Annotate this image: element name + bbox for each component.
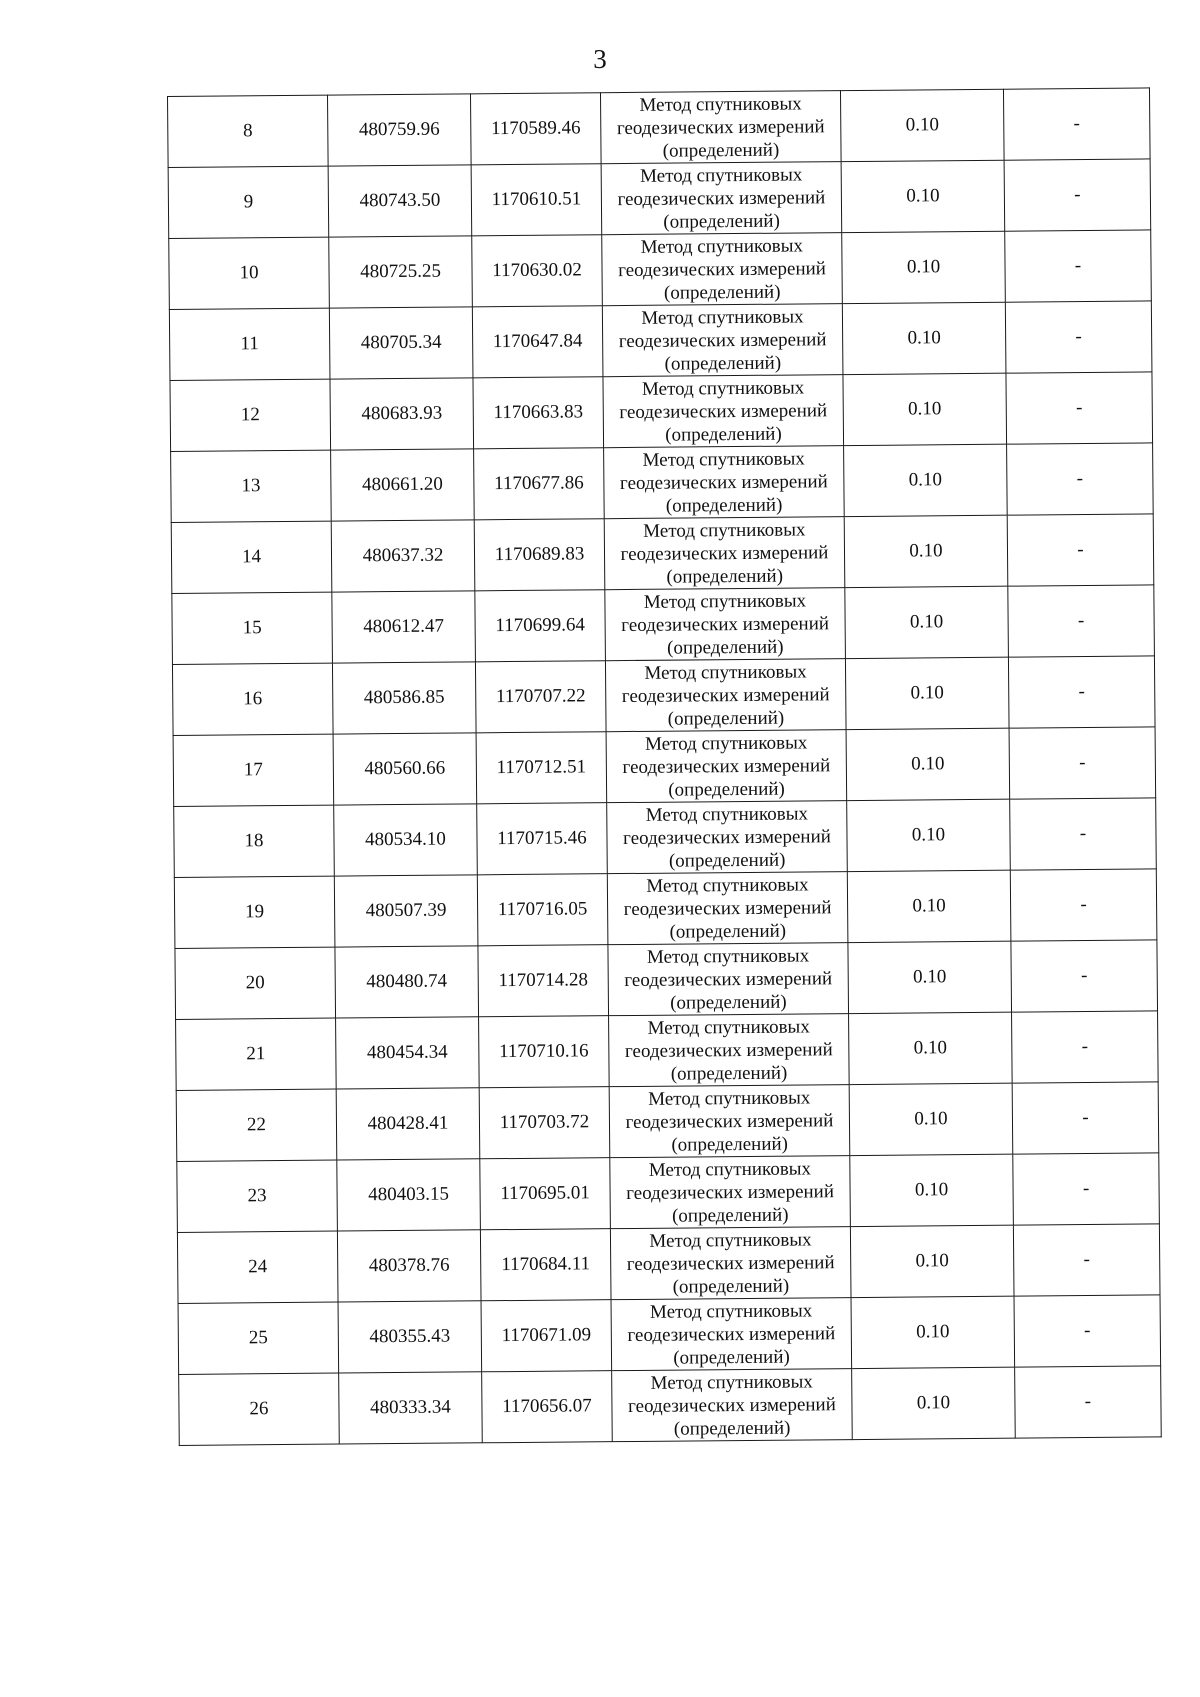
description-cell: -: [1008, 585, 1155, 657]
point-number-cell: 16: [172, 663, 333, 735]
description-cell: -: [1013, 1153, 1160, 1225]
coordinate-y-cell: 1170647.84: [472, 306, 603, 378]
point-number-cell: 24: [177, 1231, 338, 1303]
method-text-line: геодезических измерений: [623, 896, 832, 920]
method-text-line: Метод спутниковых: [639, 92, 802, 116]
method-cell: [610, 1156, 851, 1229]
coordinate-y-cell: 1170677.86: [474, 448, 605, 520]
accuracy-cell: 0.10: [852, 1367, 1016, 1439]
coordinate-y-cell: 1170689.83: [474, 519, 605, 591]
method-cell: [609, 1014, 850, 1087]
point-number-cell: 13: [171, 450, 332, 522]
description-cell: -: [1007, 514, 1154, 586]
method-text-line: геодезических измерений: [622, 754, 831, 778]
coordinate-x-cell: 480683.93: [330, 378, 474, 450]
point-number-cell: 21: [176, 1018, 337, 1090]
coordinate-x-cell: 480454.34: [336, 1017, 480, 1089]
coordinate-y-cell: 1170699.64: [475, 590, 606, 662]
method-text-line: геодезических измерений: [619, 399, 828, 423]
method-text-line: (определений): [670, 1062, 788, 1085]
method-text-line: Метод спутниковых: [639, 163, 803, 187]
method-cell: [602, 304, 843, 377]
point-number-cell: 8: [168, 95, 329, 167]
accuracy-cell: 0.10: [846, 728, 1010, 800]
description-cell: -: [1004, 159, 1151, 231]
method-text-line: (определений): [664, 352, 782, 375]
method-text-line: геодезических измерений: [624, 1038, 833, 1062]
description-cell: -: [1006, 372, 1153, 444]
coordinate-x-cell: 480355.43: [338, 1301, 482, 1373]
coordinate-x-cell: 480378.76: [337, 1230, 481, 1302]
point-number-cell: 23: [177, 1160, 338, 1232]
coordinate-y-cell: 1170714.28: [478, 945, 609, 1017]
description-cell: -: [1007, 443, 1154, 515]
method-text-line: геодезических измерений: [626, 1180, 835, 1204]
table-row: [177, 1224, 1160, 1304]
method-text-line: геодезических измерений: [627, 1393, 836, 1417]
coordinate-x-cell: 480612.47: [332, 591, 476, 663]
coordinate-x-cell: 480428.41: [336, 1088, 480, 1160]
method-cell: [609, 1085, 850, 1158]
coordinate-y-cell: 1170589.46: [470, 93, 601, 165]
accuracy-cell: 0.10: [849, 1083, 1013, 1155]
method-text-line: геодезических измерений: [618, 328, 827, 352]
description-cell: -: [1014, 1295, 1161, 1367]
point-number-cell: 15: [172, 592, 333, 664]
method-text-line: Метод спутниковых: [649, 1228, 812, 1252]
coordinate-x-cell: 480403.15: [337, 1159, 481, 1231]
method-text-line: (определений): [671, 1133, 789, 1156]
description-cell: -: [1010, 798, 1157, 870]
coordinate-y-cell: 1170630.02: [472, 235, 603, 307]
accuracy-cell: 0.10: [841, 160, 1005, 232]
method-text-line: Метод спутниковых: [645, 802, 809, 826]
method-text-line: (определений): [668, 778, 785, 801]
table-row: [169, 301, 1152, 381]
table-row: [172, 656, 1155, 736]
accuracy-cell: 0.10: [847, 799, 1011, 871]
coordinate-x-cell: 480534.10: [334, 804, 478, 876]
method-text-line: Метод спутниковых: [642, 447, 805, 471]
point-number-cell: 12: [170, 379, 331, 451]
coordinate-x-cell: 480743.50: [328, 165, 472, 237]
point-number-cell: 11: [169, 308, 330, 380]
accuracy-cell: 0.10: [850, 1225, 1014, 1297]
point-number-cell: 26: [179, 1373, 340, 1445]
coordinates-table-body: [168, 88, 1162, 1446]
method-cell: [607, 872, 848, 945]
method-text-line: (определений): [665, 494, 783, 517]
coordinate-y-cell: 1170707.22: [475, 661, 606, 733]
accuracy-cell: 0.10: [848, 941, 1012, 1013]
method-text-line: геодезических измерений: [616, 115, 825, 139]
point-number-cell: 19: [174, 876, 335, 948]
accuracy-cell: 0.10: [844, 515, 1008, 587]
coordinate-x-cell: 480705.34: [329, 307, 473, 379]
page-number: 3: [593, 44, 607, 74]
method-text-line: (определений): [671, 1204, 789, 1227]
point-number-cell: 14: [171, 521, 332, 593]
method-text-line: геодезических измерений: [621, 612, 830, 636]
description-cell: -: [1012, 1011, 1159, 1083]
method-cell: [612, 1369, 853, 1442]
table-row: [172, 585, 1155, 665]
table-row: [168, 88, 1151, 168]
description-cell: -: [1015, 1366, 1162, 1438]
method-text-line: геодезических измерений: [620, 541, 829, 565]
accuracy-cell: 0.10: [849, 1012, 1013, 1084]
table-row: [174, 869, 1157, 949]
point-number-cell: 10: [169, 237, 330, 309]
point-number-cell: 18: [174, 805, 335, 877]
coordinate-x-cell: 480725.25: [329, 236, 473, 308]
accuracy-cell: 0.10: [845, 657, 1009, 729]
description-cell: -: [1011, 940, 1158, 1012]
table-row: [176, 1082, 1159, 1162]
point-number-cell: 17: [173, 734, 334, 806]
method-text-line: Метод спутниковых: [641, 376, 805, 400]
table-row: [179, 1366, 1162, 1446]
accuracy-cell: 0.10: [851, 1296, 1015, 1368]
description-cell: -: [1005, 230, 1152, 302]
method-text-line: Метод спутниковых: [644, 660, 807, 684]
coordinate-x-cell: 480560.66: [333, 733, 477, 805]
point-number-cell: 20: [175, 947, 336, 1019]
method-cell: [608, 943, 849, 1016]
coordinate-y-cell: 1170663.83: [473, 377, 604, 449]
method-cell: [611, 1298, 852, 1371]
accuracy-cell: 0.10: [850, 1154, 1014, 1226]
table-row: [170, 372, 1153, 452]
coordinate-y-cell: 1170710.16: [479, 1016, 610, 1088]
method-text-line: (определений): [668, 849, 786, 872]
table-row: [169, 230, 1152, 310]
coordinate-y-cell: 1170610.51: [471, 164, 602, 236]
accuracy-cell: 0.10: [843, 373, 1007, 445]
method-text-line: геодезических измерений: [621, 683, 830, 707]
point-number-cell: 22: [176, 1089, 337, 1161]
table-row: [173, 727, 1156, 807]
coordinate-y-cell: 1170703.72: [479, 1087, 610, 1159]
table-row: [171, 443, 1154, 523]
table-row: [174, 798, 1157, 878]
accuracy-cell: 0.10: [842, 231, 1006, 303]
method-text-line: геодезических измерений: [623, 825, 831, 849]
table-row: [168, 159, 1151, 239]
coordinate-y-cell: 1170715.46: [477, 803, 608, 875]
method-cell: [604, 446, 845, 519]
method-text-line: геодезических измерений: [627, 1322, 836, 1346]
method-text-line: геодезических измерений: [617, 186, 826, 210]
table-row: [175, 940, 1158, 1020]
accuracy-cell: 0.10: [845, 586, 1009, 658]
coordinate-y-cell: 1170712.51: [476, 732, 607, 804]
method-text-line: (определений): [666, 636, 784, 659]
description-cell: -: [1005, 301, 1152, 373]
method-cell: [605, 588, 846, 661]
method-text-line: (определений): [673, 1417, 791, 1440]
method-text-line: Метод спутниковых: [648, 1086, 811, 1110]
accuracy-cell: 0.10: [847, 870, 1011, 942]
coordinate-x-cell: 480586.85: [332, 662, 476, 734]
table-row: [171, 514, 1154, 594]
method-text-line: Метод спутниковых: [643, 518, 806, 542]
method-text-line: Метод спутниковых: [643, 589, 807, 613]
method-cell: [601, 162, 842, 235]
accuracy-cell: 0.10: [842, 302, 1006, 374]
method-text-line: (определений): [667, 707, 785, 730]
coordinate-y-cell: 1170684.11: [480, 1229, 611, 1301]
method-text-line: (определений): [663, 281, 781, 304]
description-cell: -: [1013, 1224, 1160, 1296]
method-text-line: Метод спутниковых: [646, 873, 809, 897]
coordinate-y-cell: 1170656.07: [482, 1371, 613, 1443]
coordinate-x-cell: 480480.74: [335, 946, 479, 1018]
description-cell: -: [1008, 656, 1155, 728]
method-cell: [602, 233, 843, 306]
point-number-cell: 25: [178, 1302, 339, 1374]
method-text-line: геодезических измерений: [624, 967, 833, 991]
method-text-line: (определений): [666, 565, 784, 588]
coordinate-x-cell: 480333.34: [339, 1372, 483, 1444]
method-cell: [607, 801, 848, 874]
coordinate-x-cell: 480759.96: [327, 94, 471, 166]
coordinate-x-cell: 480661.20: [331, 449, 475, 521]
coordinate-y-cell: 1170716.05: [477, 874, 608, 946]
method-text-line: (определений): [665, 423, 782, 446]
coordinates-table-wrapper: [167, 87, 1162, 1446]
coordinates-table: [167, 87, 1162, 1446]
method-text-line: (определений): [669, 920, 787, 943]
method-text-line: геодезических измерений: [619, 470, 828, 494]
table-row: [176, 1011, 1159, 1091]
method-cell: [605, 659, 846, 732]
method-text-line: геодезических измерений: [625, 1109, 834, 1133]
method-text-line: (определений): [670, 991, 787, 1014]
method-text-line: Метод спутниковых: [648, 1157, 812, 1181]
table-row: [178, 1295, 1161, 1375]
description-cell: -: [1012, 1082, 1159, 1154]
method-text-line: (определений): [673, 1346, 790, 1369]
method-cell: [600, 91, 841, 164]
method-text-line: Метод спутниковых: [644, 731, 808, 755]
method-text-line: Метод спутниковых: [650, 1370, 813, 1394]
description-cell: -: [1009, 727, 1156, 799]
accuracy-cell: 0.10: [844, 444, 1008, 516]
description-cell: -: [1010, 869, 1157, 941]
method-cell: [603, 375, 844, 448]
method-text-line: Метод спутниковых: [640, 234, 804, 258]
accuracy-cell: 0.10: [840, 89, 1004, 161]
description-cell: -: [1003, 88, 1150, 160]
coordinate-y-cell: 1170695.01: [480, 1158, 611, 1230]
coordinate-x-cell: 480507.39: [334, 875, 478, 947]
method-text-line: геодезических измерений: [626, 1251, 835, 1275]
coordinate-y-cell: 1170671.09: [481, 1300, 612, 1372]
method-text-line: Метод спутниковых: [646, 944, 810, 968]
coordinate-x-cell: 480637.32: [331, 520, 475, 592]
method-text-line: Метод спутниковых: [649, 1299, 813, 1323]
method-text-line: (определений): [662, 139, 780, 162]
method-text-line: геодезических измерений: [618, 257, 827, 281]
method-cell: [604, 517, 845, 590]
method-text-line: Метод спутниковых: [647, 1015, 810, 1039]
point-number-cell: 9: [168, 166, 329, 238]
method-text-line: (определений): [672, 1275, 790, 1298]
table-row: [177, 1153, 1160, 1233]
method-cell: [606, 730, 847, 803]
method-text-line: Метод спутниковых: [641, 305, 804, 329]
method-text-line: (определений): [663, 210, 780, 233]
method-cell: [610, 1227, 851, 1300]
